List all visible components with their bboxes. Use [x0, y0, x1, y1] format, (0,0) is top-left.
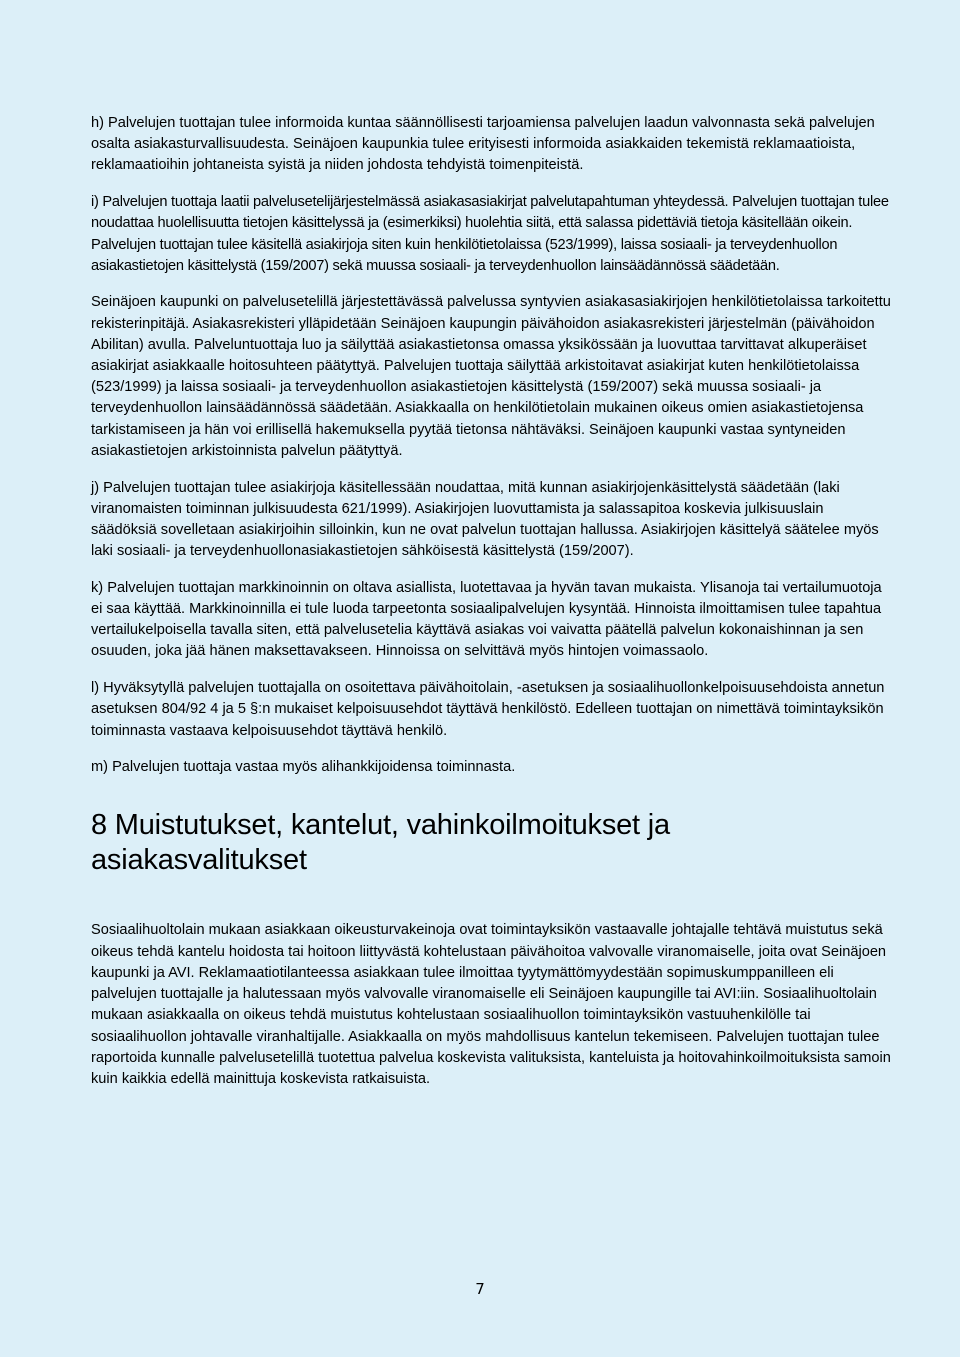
paragraph-i-registry: Seinäjoen kaupunki on palvelusetelillä järjestettävässä palvelussa syntyvien asiakasasiakirjojen henkilötietolaissa tarkoitettu rekisterinpitäjä. Asiakasrekisteri ylläpidetään Seinäjoen kaupungin päivähoidon asiakasrekisteri järjestelmän (päivähoidon Abilitan) avulla. Palveluntuottaja luo ja säilyttää asiakastietonsa omassa yksikössään ja luovuttaa tarvittavat alkuperäiset asiakirjat asiakkaalle hoitosuhteen päätyttyä. Palvelujen tuottaja säilyttää arkistoitavat asiakirjat kuten henkilötietolaissa (523/1999) ja laissa sosiaali- ja terveydenhuollon asiakastietojen käsittelystä (159/2007) sekä muussa sosiaali- ja terveydenhuollon lainsäädännössä säädetään. Asiakkaalla on henkilötietolain mukainen oikeus omien asiakastietojensa tarkistamiseen ja hän voi erillisellä hakemuksella pyytää tietonsa nähtäväksi. Seinäjoen kaupunki vastaa syntyneiden asiakastietojen arkistoinnista palvelun päätyttyä. [91, 294, 891, 459]
section-heading: 8 Muistutukset, kantelut, vahinkoilmoitukset ja asiakasvalitukset [91, 809, 670, 877]
section-body: Sosiaalihuoltolain mukaan asiakkaan oikeusturvakeinoja ovat toimintayksikön vastaavalle johtajalle tehtävä muistutus sekä oikeus tehdä kantelu hoidosta tai hoitoon liittyvästä kohtelustaan päivähoitoa valvovalle viranomaiselle, joita ovat Seinäjoen kaupunki ja AVI. Reklamaatiotilanteessa asiakkaan tulee ilmoittaa tyytymättömyydestään sopimuskumppanilleen eli palvelujen tuottajalle ja halutessaan myös valvovalle viranomaiselle eli Seinäjoen kaupungille tai AVI:iin. Sosiaalihuoltolain mukaan asiakkaalla on oikeus tehdä muistutus kohtelustaan sosiaalihuollon toimintayksikön vastuuhenkilölle tai sosiaalihuollon johtavalle viranhaltijalle. Asiakkaalla on myös mahdollisuus kantelun tekemiseen. Palvelujen tuottajan tulee raportoida kunnalle palvelusetelillä tuotettua palvelua koskevista valituksista, kanteluista ja hoitovahinkoilmoituksista samoin kuin kaikkia edellä mainittuja koskevista ratkaisuista. [91, 922, 891, 1087]
paragraph-j: j) Palvelujen tuottajan tulee asiakirjoja käsitellessään noudattaa, mitä kunnan asiakirjojenkäsittelystä säädetään (laki viranomaisten toiminnan julkisuudesta 621/1999). Asiakirjojen luovuttamista ja salassapitoa koskevia julkisuuslain säädöksiä sovelletaan asiakirjoihin silloinkin, kun ne ovat palvelun tuottajan hallussa. Asiakirjojen käsittelyä säätelee myös laki sosiaali- ja terveydenhuollonasiakastietojen sähköisestä käsittelystä (159/2007). [91, 479, 879, 560]
document-page [91, 113, 891, 1090]
paragraph-k: k) Palvelujen tuottajan markkinoinnin on oltava asiallista, luotettavaa ja hyvän tavan mukaista. Ylisanoja tai vertailumuotoja ei saa käyttää. Markkinoinnilla ei tule luoda tarpeetonta sosiaalipalvelujen kysyntää. Hinnoista ilmoittamisen tulee tapahtua vertailukelpoisella tavalla siten, että palvelusetelia käyttävä asiakas voi vaivatta päätellä palvelun kokonaishinnan ja sen osuuden, joka jää hänen maksettavakseen. Hinnoissa on selvittävä myös hintojen voimassaolo. [91, 579, 882, 660]
page-number: 7 [475, 1280, 485, 1298]
paragraph-i-record-keeping: i) Palvelujen tuottaja laatii palvelusetelijärjestelmässä asiakasasiakirjat palvelutapahtuman yhteydessä. Palvelujen tuottajan tulee noudattaa huolellisuutta tietojen käsittelyssä ja (esimerkiksi) huolehtia siitä, että salassa pidettäviä tietoja käsitellään oikein. Palvelujen tuottajan tulee käsitellä asiakirjoja siten kuin henkilötietolaissa (523/1999), laissa sosiaali- ja terveydenhuollon asiakastietojen käsittelystä (159/2007) sekä muussa sosiaali- ja terveydenhuollon lainsäädännössä säädetään. [91, 194, 889, 274]
paragraph-m: m) Palvelujen tuottaja vastaa myös alihankkijoidensa toiminnasta. [91, 759, 516, 776]
paragraph-l: l) Hyväksytyllä palvelujen tuottajalla on osoitettava päivähoitolain, -asetuksen ja sosiaalihuollonkelpoisuusehdoista annetun asetuksen 804/92 4 ja 5 §:n mukaiset kelpoisuusehdot täyttävä henkilöstö. Edelleen tuottajan on nimettävä toimintayksikön toiminnasta vastaava kelpoisuusehdot täyttävä henkilö. [91, 680, 885, 739]
paragraph-h: h) Palvelujen tuottajan tulee informoida kuntaa säännöllisesti tarjoamiensa palvelujen laadun valvonnasta sekä palvelujen osalta asiakasturvallisuudesta. Seinäjoen kaupunkia tulee erityisesti informoida asiakkaiden tekemistä reklamaatioista, reklamaatioihin johtaneista syistä ja niiden johdosta tehdyistä toimenpiteistä. [91, 115, 875, 174]
